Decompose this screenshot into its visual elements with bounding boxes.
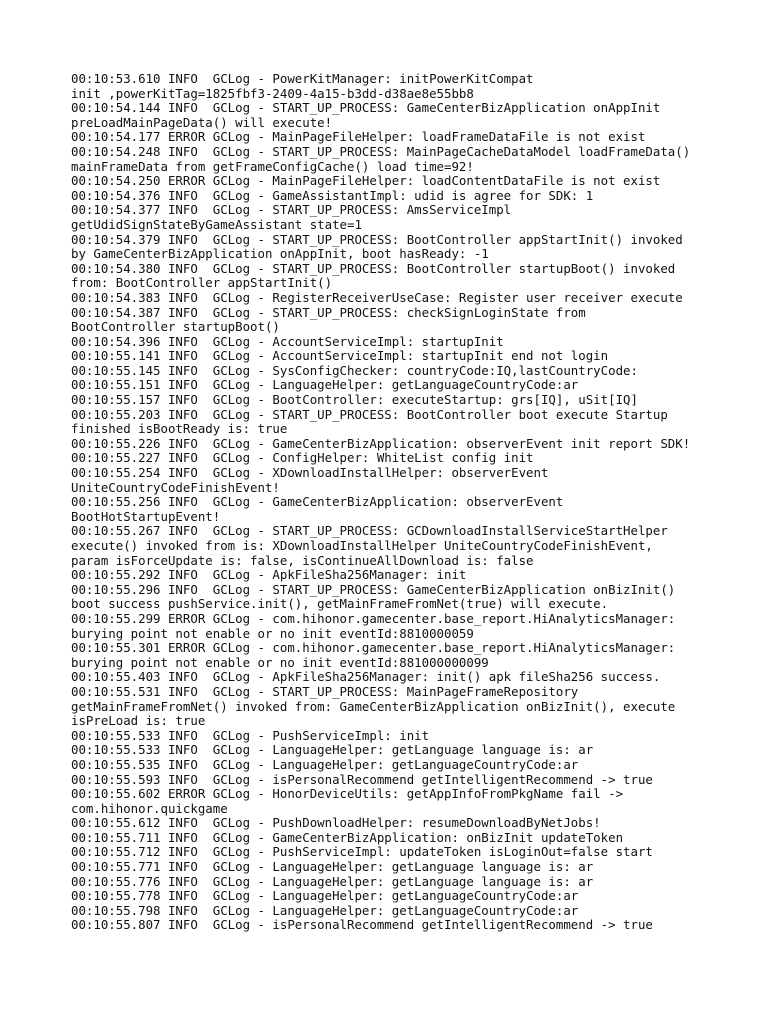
log-line: 00:10:55.807 INFO GCLog - isPersonalRecommend getIntelligentRecommend -> true <box>71 917 653 933</box>
log-line: 00:10:55.267 INFO GCLog - START_UP_PROCESS: GCDownloadInstallServiceStartHelper <box>71 523 668 539</box>
log-line: preLoadMainPageData() will execute! <box>71 114 333 130</box>
log-line: 00:10:55.778 INFO GCLog - LanguageHelper: getLanguageCountryCode:ar <box>71 888 579 904</box>
log-line: 00:10:54.248 INFO GCLog - START_UP_PROCESS: MainPageCacheDataModel loadFrameData() <box>71 143 691 159</box>
log-line: isPreLoad is: true <box>71 713 206 729</box>
log-line: 00:10:55.711 INFO GCLog - GameCenterBizApplication: onBizInit updateToken <box>71 829 624 845</box>
log-line: from: BootController appStartInit() <box>71 275 333 291</box>
log-line: 00:10:54.396 INFO GCLog - AccountServiceImpl: startupInit <box>71 333 504 349</box>
log-line: 00:10:55.533 INFO GCLog - LanguageHelper: getLanguage language is: ar <box>71 742 594 758</box>
log-line: 00:10:54.177 ERROR GCLog - MainPageFileHelper: loadFrameDataFile is not exist <box>71 129 646 145</box>
log-line: 00:10:55.612 INFO GCLog - PushDownloadHelper: resumeDownloadByNetJobs! <box>71 815 601 831</box>
log-line: finished isBootReady is: true <box>71 421 288 437</box>
log-line: 00:10:55.531 INFO GCLog - START_UP_PROCESS: MainPageFrameRepository <box>71 683 579 699</box>
log-line: com.hihonor.quickgame <box>71 800 228 816</box>
log-line: 00:10:54.380 INFO GCLog - START_UP_PROCESS: BootController startupBoot() invoked <box>71 260 676 276</box>
log-line: 00:10:54.377 INFO GCLog - START_UP_PROCESS: AmsServiceImpl <box>71 202 512 218</box>
log-line: 00:10:54.144 INFO GCLog - START_UP_PROCESS: GameCenterBizApplication onAppInit <box>71 100 661 116</box>
log-line: 00:10:55.141 INFO GCLog - AccountServiceImpl: startupInit end not login <box>71 348 609 364</box>
log-line: 00:10:55.292 INFO GCLog - ApkFileSha256Manager: init <box>71 567 467 583</box>
log-line: init ,powerKitTag=1825fbf3-2409-4a15-b3dd-d38ae8e55bb8 <box>71 85 474 101</box>
log-line: burying point not enable or no init eventId:881000000099 <box>71 654 489 670</box>
log-line: 00:10:55.533 INFO GCLog - PushServiceImpl: init <box>71 727 430 743</box>
log-line: param isForceUpdate is: false, isContinueAllDownload is: false <box>71 552 534 568</box>
log-line: 00:10:54.376 INFO GCLog - GameAssistantImpl: udid is agree for SDK: 1 <box>71 187 594 203</box>
log-line: 00:10:55.535 INFO GCLog - LanguageHelper: getLanguageCountryCode:ar <box>71 756 579 772</box>
log-line: 00:10:55.798 INFO GCLog - LanguageHelper: getLanguageCountryCode:ar <box>71 902 579 918</box>
log-line: execute() invoked from is: XDownloadInstallHelper UniteCountryCodeFinishEvent, <box>71 538 653 553</box>
log-line: 00:10:55.227 INFO GCLog - ConfigHelper: WhiteList config init <box>71 450 534 466</box>
log-line: boot success pushService.init(), getMainFrameFromNet(true) will execute. <box>71 596 609 612</box>
log-line: burying point not enable or no init eventId:8810000059 <box>71 625 474 641</box>
log-line: 00:10:55.145 INFO GCLog - SysConfigChecker: countryCode:IQ,lastCountryCode: <box>71 362 638 378</box>
log-line: BootHotStartupEvent! <box>71 508 221 524</box>
log-line: 00:10:55.151 INFO GCLog - LanguageHelper: getLanguageCountryCode:ar <box>71 377 579 393</box>
log-line: 00:10:55.226 INFO GCLog - GameCenterBizApplication: observerEvent init report SDK! <box>71 435 691 451</box>
log-line: 00:10:55.254 INFO GCLog - XDownloadInstallHelper: observerEvent <box>71 465 549 481</box>
log-line: 00:10:55.296 INFO GCLog - START_UP_PROCESS: GameCenterBizApplication onBizInit() <box>71 581 676 597</box>
log-line: 00:10:55.776 INFO GCLog - LanguageHelper: getLanguage language is: ar <box>71 873 594 889</box>
log-line: 00:10:53.610 INFO GCLog - PowerKitManager: initPowerKitCompat <box>71 71 534 86</box>
log-line: 00:10:55.593 INFO GCLog - isPersonalRecommend getIntelligentRecommend -> true <box>71 771 653 787</box>
log-line: 00:10:54.387 INFO GCLog - START_UP_PROCESS: checkSignLoginState from <box>71 304 586 320</box>
log-text-block <box>71 72 751 933</box>
log-line: 00:10:55.602 ERROR GCLog - HonorDeviceUtils: getAppInfoFromPkgName fail -> <box>71 786 624 802</box>
log-line: getUdidSignStateByGameAssistant state=1 <box>71 216 362 232</box>
log-line: 00:10:55.157 INFO GCLog - BootController: executeStartup: grs[IQ], uSit[IQ] <box>71 392 638 408</box>
log-line: 00:10:55.712 INFO GCLog - PushServiceImpl: updateToken isLoginOut=false start <box>71 844 653 860</box>
log-line: 00:10:55.256 INFO GCLog - GameCenterBizApplication: observerEvent <box>71 494 564 510</box>
log-line: getMainFrameFromNet() invoked from: GameCenterBizApplication onBizInit(), execute <box>71 698 676 714</box>
log-line: UniteCountryCodeFinishEvent! <box>71 479 280 495</box>
log-line: 00:10:54.383 INFO GCLog - RegisterReceiverUseCase: Register user receiver execute <box>71 289 683 305</box>
log-line: 00:10:55.203 INFO GCLog - START_UP_PROCESS: BootController boot execute Startup <box>71 406 668 422</box>
log-line: 00:10:55.299 ERROR GCLog - com.hihonor.gamecenter.base_report.HiAnalyticsManager: <box>71 610 676 626</box>
log-line: 00:10:55.403 INFO GCLog - ApkFileSha256Manager: init() apk fileSha256 success. <box>71 669 661 685</box>
log-line: BootController startupBoot() <box>71 319 280 335</box>
log-line: by GameCenterBizApplication onAppInit, boot hasReady: -1 <box>71 246 489 262</box>
log-line: 00:10:55.301 ERROR GCLog - com.hihonor.gamecenter.base_report.HiAnalyticsManager: <box>71 640 676 656</box>
log-line: 00:10:55.771 INFO GCLog - LanguageHelper: getLanguage language is: ar <box>71 859 594 875</box>
log-line: mainFrameData from getFrameConfigCache() load time=92! <box>71 158 474 174</box>
log-line: 00:10:54.379 INFO GCLog - START_UP_PROCESS: BootController appStartInit() invoked <box>71 231 683 247</box>
log-line: 00:10:54.250 ERROR GCLog - MainPageFileHelper: loadContentDataFile is not exist <box>71 173 661 189</box>
